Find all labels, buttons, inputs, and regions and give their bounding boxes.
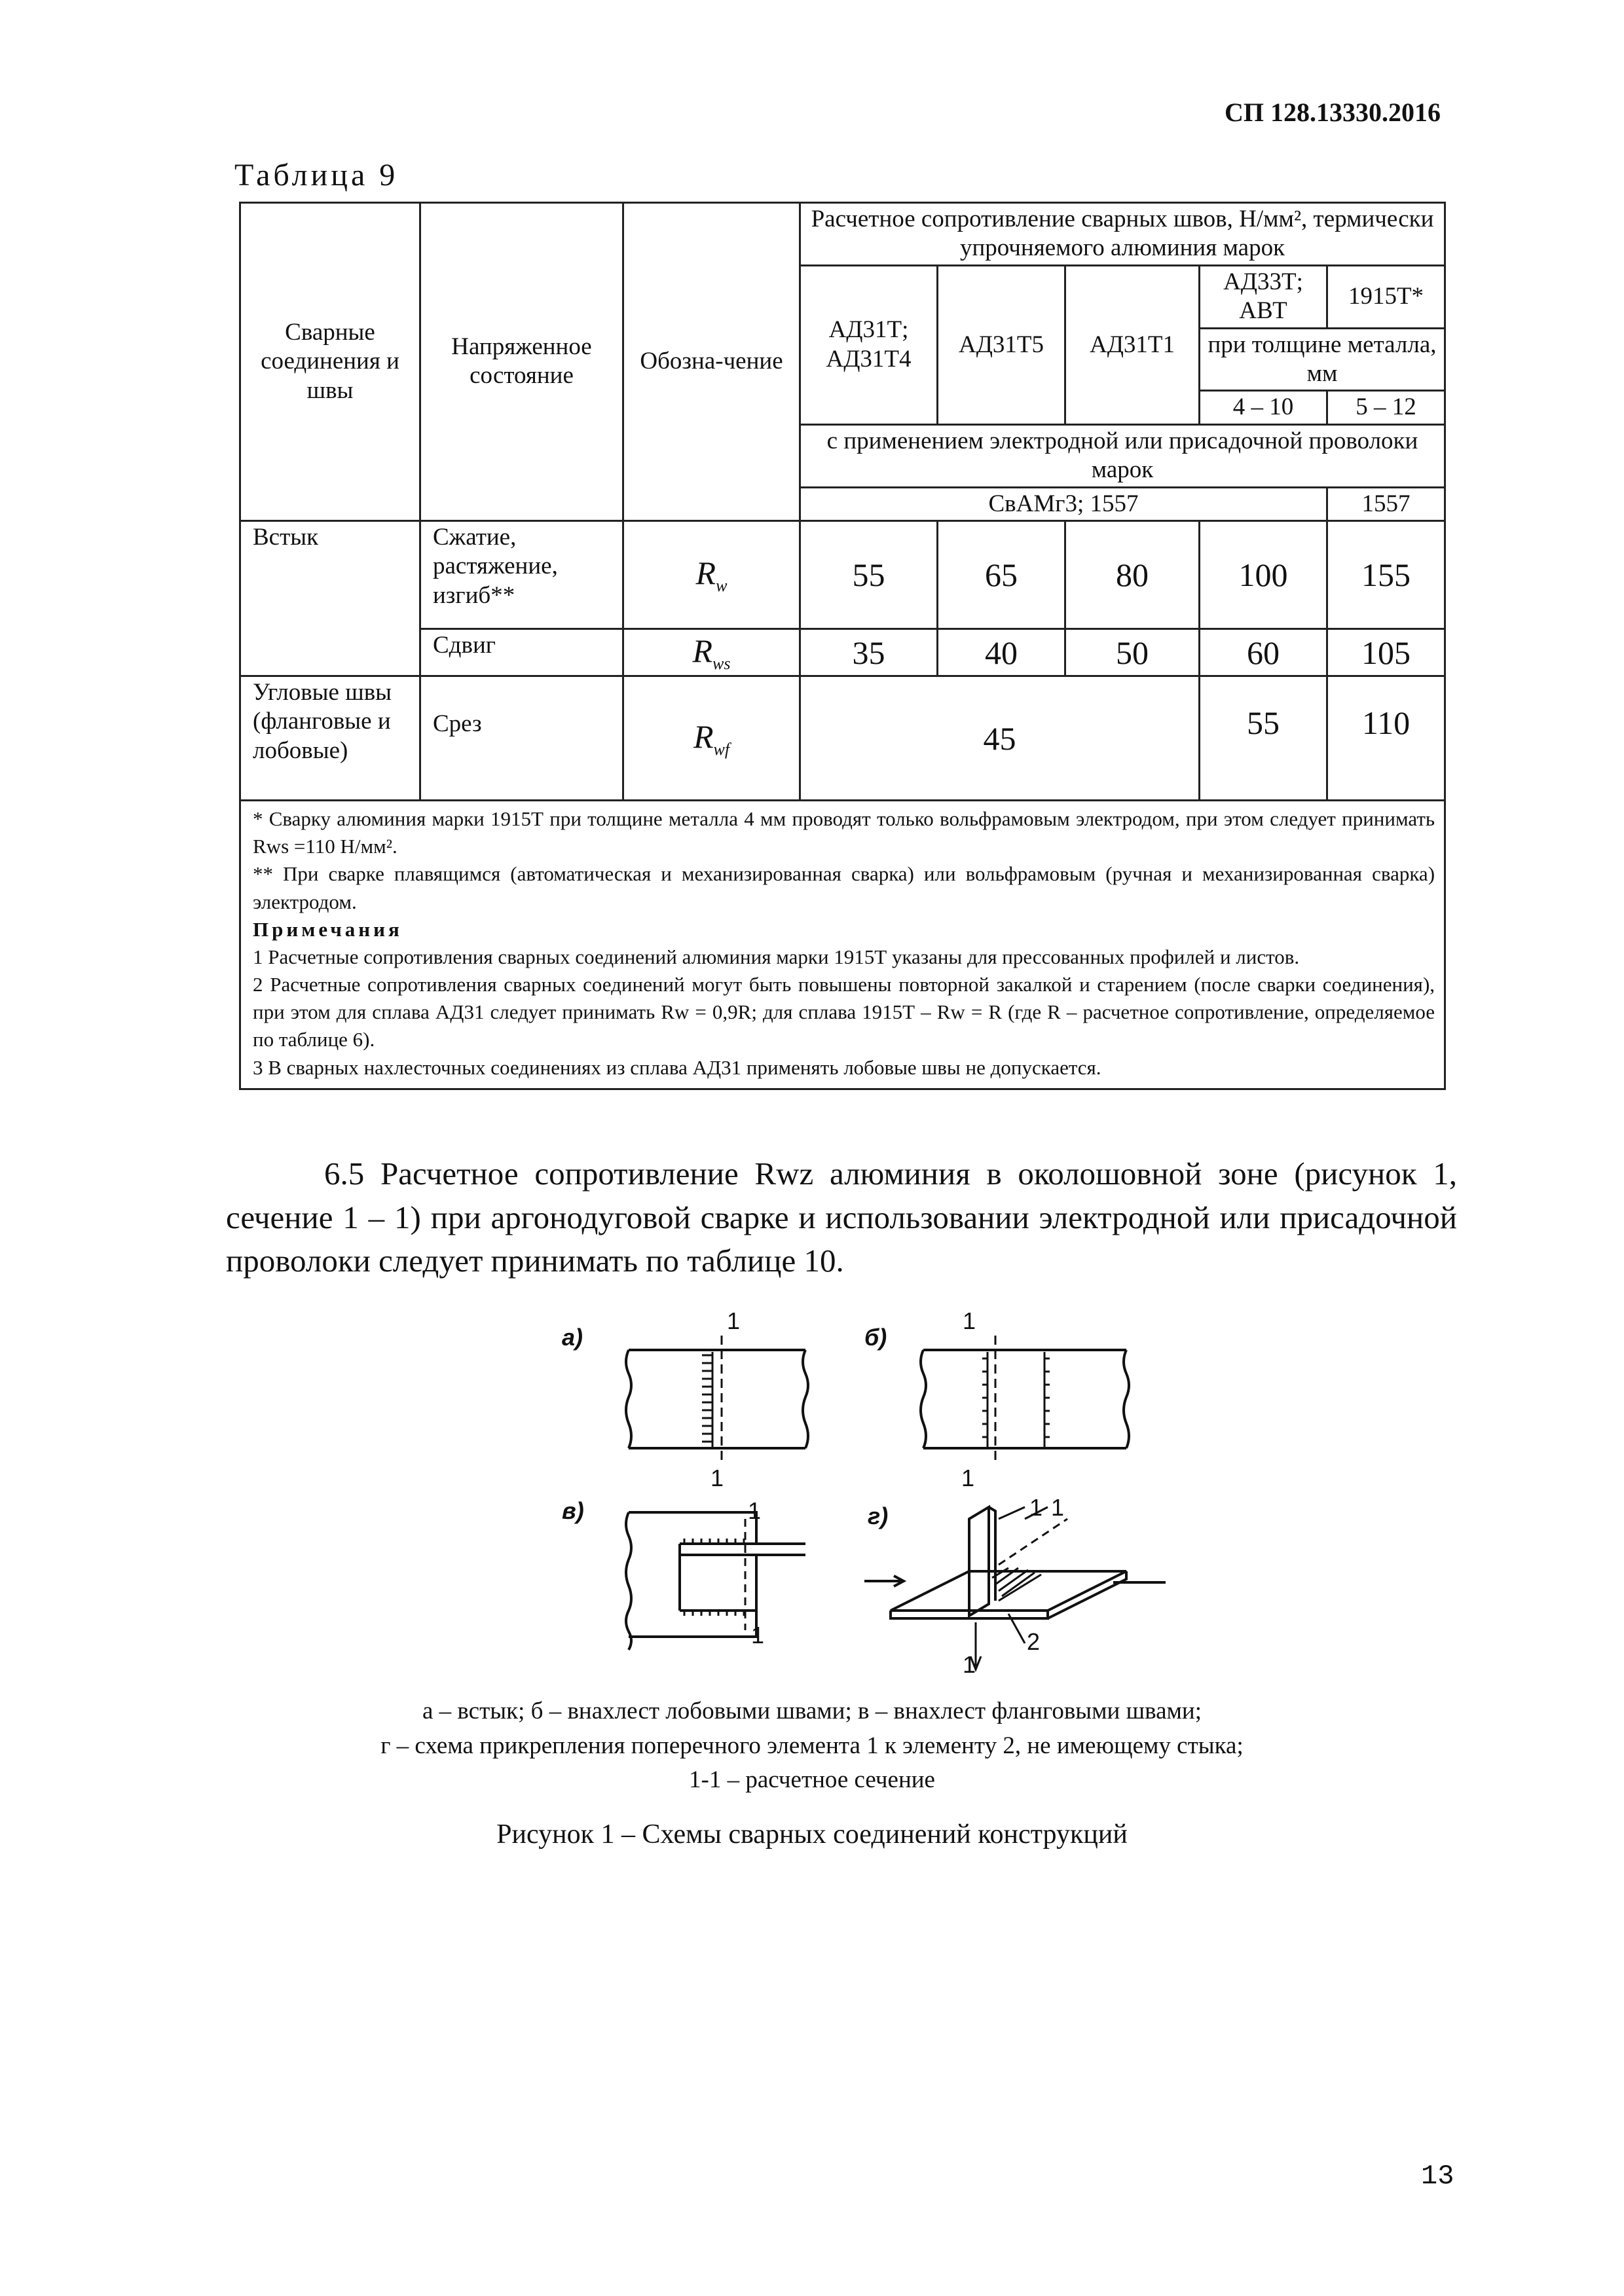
flank-joint-plate bbox=[626, 1512, 805, 1650]
note-2: 2 Расчетные сопротивления сварных соединений могут быть повышены повторной закалкой и старением (после сварки соединения), при этом для сплава АД31 следует принимать Rw = 0,9R; для сплава 1915Т – Rw = R (где R – расчетное сопротивление, определяемое по таблице 6). bbox=[253, 973, 1435, 1051]
header-symbol: Обозна-чение bbox=[623, 203, 800, 521]
fig-num-1: 1 bbox=[1029, 1494, 1043, 1521]
footnote-2: ** При сварке плавящимся (автоматическая и механизированная сварка) или вольфрамовым (ручная и механизированная сварка) электродом. bbox=[253, 862, 1435, 913]
lap-joint-plates bbox=[921, 1350, 1129, 1448]
caption-line-1: а – встык; б – внахлест лобовыми швами; в – внахлест фланговыми швами; bbox=[422, 1698, 1202, 1724]
stress-compression: Сжатие, растяжение, изгиб** bbox=[420, 520, 623, 629]
section-line-g bbox=[999, 1519, 1067, 1565]
symbol-rw: $R_w$ bbox=[623, 520, 800, 629]
table-cell: 50 bbox=[1065, 629, 1200, 676]
wire-1557: 1557 bbox=[1327, 487, 1445, 520]
notes-heading: Примечания bbox=[253, 917, 403, 941]
flank-weld-hatch bbox=[684, 1539, 744, 1616]
note-1: 1 Расчетные сопротивления сварных соединений алюминия марки 1915Т указаны для прессованных профилей и листов. bbox=[253, 945, 1300, 968]
table-9 bbox=[239, 202, 1446, 1090]
table-cell: 105 bbox=[1327, 629, 1445, 676]
fig-label-g: г) bbox=[868, 1503, 889, 1529]
wire-header: с применением электродной или присадочной проволоки марок bbox=[800, 424, 1445, 487]
thickness-4-10: 4 – 10 bbox=[1200, 391, 1327, 424]
welded-joints-diagram bbox=[537, 1303, 1467, 1683]
joint-butt: Встык bbox=[240, 520, 420, 676]
fig-num-1: 1 bbox=[751, 1622, 765, 1649]
table-cell: 55 bbox=[1200, 676, 1327, 801]
paragraph-6-5 bbox=[226, 1152, 1457, 1283]
butt-joint-plates bbox=[626, 1350, 808, 1448]
fig-num-1: 1 bbox=[727, 1307, 741, 1334]
table-cell: 55 bbox=[800, 520, 938, 629]
thickness-5-12: 5 – 12 bbox=[1327, 391, 1445, 424]
table-cell: 35 bbox=[800, 629, 938, 676]
table-cell: 80 bbox=[1065, 520, 1200, 629]
figure-caption bbox=[223, 1694, 1401, 1798]
page-number: 13 bbox=[1421, 2160, 1454, 2192]
header-resistance: Расчетное сопротивление сварных швов, Н/мм², термически упрочняемого алюминия марок bbox=[800, 203, 1445, 266]
table-cell: 65 bbox=[938, 520, 1065, 629]
footnote-1: * Сварку алюминия марки 1915Т при толщине металла 4 мм проводят только вольфрамовым электродом, при этом следует принимать Rws =110 Н/мм². bbox=[253, 807, 1435, 858]
table-cell: 60 bbox=[1200, 629, 1327, 676]
fig-num-2: 2 bbox=[1027, 1628, 1041, 1655]
fig-num-1: 1 bbox=[961, 1465, 975, 1491]
table-cell: 155 bbox=[1327, 520, 1445, 629]
symbol-rws: $R_{ws}$ bbox=[623, 629, 800, 676]
alloy-ad33t-avt: АД33Т; АВТ bbox=[1200, 265, 1327, 328]
alloy-ad31t-ad31t4: АД31Т; АД31Т4 bbox=[800, 265, 938, 424]
fig-num-1: 1 bbox=[963, 1651, 976, 1678]
fillet-weld-hatch bbox=[992, 1568, 1041, 1601]
fig-num-1: 1 bbox=[1051, 1494, 1065, 1521]
butt-weld-hatch bbox=[702, 1355, 712, 1442]
alloy-ad31t5: АД31Т5 bbox=[938, 265, 1065, 424]
stress-shear: Сдвиг bbox=[420, 629, 623, 676]
alloy-1915t: 1915Т* bbox=[1327, 265, 1445, 328]
table-title: Таблица 9 bbox=[234, 158, 399, 192]
note-3: 3 В сварных нахлесточных соединениях из сплава АД31 применять лобовые швы не допускается. bbox=[253, 1055, 1101, 1079]
paragraph-text: 6.5 Расчетное сопротивление Rwz алюминия в околошовной зоне (рисунок 1, сечение 1 – 1) при аргонодуговой сварке и использовании электродной или присадочной проволоки следует принимать по таблице 10. bbox=[226, 1156, 1457, 1279]
document-code: СП 128.13330.2016 bbox=[1225, 98, 1441, 127]
fig-num-1: 1 bbox=[710, 1465, 724, 1491]
thickness-label: при толщине металла, мм bbox=[1200, 328, 1445, 391]
caption-line-2: г – схема прикрепления поперечного элемента 1 к элементу 2, не имеющему стыка; bbox=[380, 1732, 1244, 1759]
flank-joint-strip bbox=[680, 1544, 805, 1611]
lap-weld-hatch bbox=[982, 1358, 1050, 1437]
figure-title: Рисунок 1 – Схемы сварных соединений конструкций bbox=[496, 1819, 1128, 1850]
fig-label-b: б) bbox=[864, 1324, 887, 1351]
header-stress: Напряженное состояние bbox=[420, 203, 623, 521]
header-joints: Сварные соединения и швы bbox=[240, 203, 420, 521]
alloy-ad31t1: АД31Т1 bbox=[1065, 265, 1200, 424]
force-arrow-left bbox=[864, 1576, 904, 1586]
table-cell: 40 bbox=[938, 629, 1065, 676]
fig-num-1: 1 bbox=[748, 1497, 762, 1524]
fig-num-1: 1 bbox=[963, 1307, 976, 1334]
transverse-element-1 bbox=[969, 1507, 995, 1616]
fig-label-a: а) bbox=[562, 1324, 583, 1351]
table-notes bbox=[240, 801, 1445, 1089]
wire-svamg3-1557: СвАМг3; 1557 bbox=[800, 487, 1327, 520]
table-cell: 45 bbox=[800, 676, 1200, 801]
fig-label-v: в) bbox=[562, 1497, 584, 1524]
symbol-rwf: $R_{wf}$ bbox=[623, 676, 800, 801]
table-cell: 110 bbox=[1327, 676, 1445, 801]
table-cell: 100 bbox=[1200, 520, 1327, 629]
joint-fillet: Угловые швы (фланговые и лобовые) bbox=[240, 676, 420, 801]
caption-line-3: 1-1 – расчетное сечение bbox=[689, 1766, 935, 1794]
stress-cut: Срез bbox=[420, 676, 623, 801]
